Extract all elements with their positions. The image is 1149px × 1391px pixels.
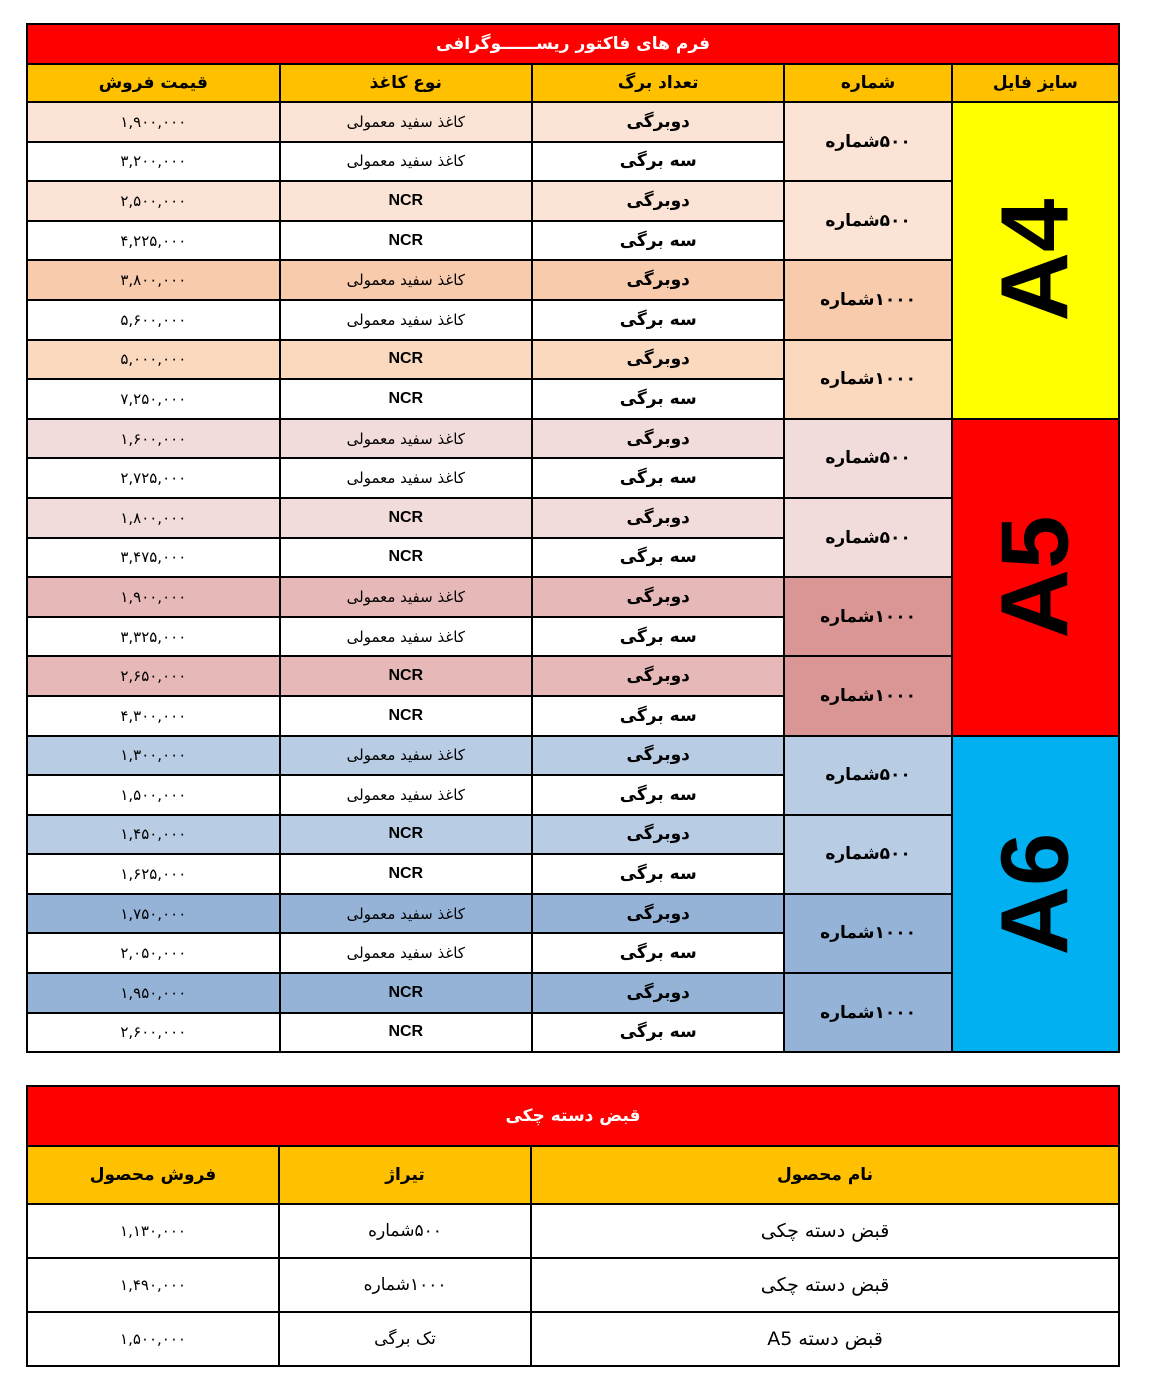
sheet-count-cell: سه برگی: [532, 221, 784, 261]
number-cell: ۱۰۰۰شماره: [784, 973, 951, 1052]
circulation-cell: ۵۰۰شماره: [279, 1204, 531, 1258]
price-cell: ۱,۶۰۰,۰۰۰: [27, 419, 280, 459]
paper-type-cell: کاغذ سفید معمولی: [280, 933, 532, 973]
receipt-book-table: [26, 1085, 1120, 1367]
paper-type-cell: کاغذ سفید معمولی: [280, 260, 532, 300]
price-cell: ۳,۸۰۰,۰۰۰: [27, 260, 280, 300]
price-cell: ۳,۳۲۵,۰۰۰: [27, 617, 280, 657]
file-size-cell: [952, 419, 1119, 736]
paper-type-cell: NCR: [280, 696, 532, 736]
paper-type-cell: NCR: [280, 340, 532, 380]
price-cell: ۳,۲۰۰,۰۰۰: [27, 142, 280, 182]
paper-type-cell: NCR: [280, 221, 532, 261]
sale-price-cell: ۱,۴۹۰,۰۰۰: [27, 1258, 279, 1312]
number-cell: ۵۰۰شماره: [784, 102, 951, 181]
price-cell: ۲,۶۰۰,۰۰۰: [27, 1013, 280, 1053]
paper-type-cell: NCR: [280, 973, 532, 1013]
sheet-count-cell: سه برگی: [532, 538, 784, 578]
sheet-count-cell: دوبرگی: [532, 260, 784, 300]
paper-type-cell: کاغذ سفید معمولی: [280, 458, 532, 498]
price-cell: ۵,۶۰۰,۰۰۰: [27, 300, 280, 340]
table-row: [27, 736, 1119, 776]
price-cell: ۱,۸۰۰,۰۰۰: [27, 498, 280, 538]
sheet-count-cell: دوبرگی: [532, 656, 784, 696]
sheet-count-cell: سه برگی: [532, 142, 784, 182]
price-cell: ۲,۷۲۵,۰۰۰: [27, 458, 280, 498]
product-name-cell: قبض دسته چکی: [531, 1258, 1119, 1312]
table-row: [27, 1258, 1119, 1312]
number-cell: ۵۰۰شماره: [784, 498, 951, 577]
price-cell: ۱,۷۵۰,۰۰۰: [27, 894, 280, 934]
number-cell: ۵۰۰شماره: [784, 419, 951, 498]
sheet-count-cell: دوبرگی: [532, 577, 784, 617]
header-paper-type: نوع کاغذ: [280, 64, 532, 102]
sheet-count-cell: دوبرگی: [532, 498, 784, 538]
sheet-count-cell: دوبرگی: [532, 736, 784, 776]
sheet-count-cell: دوبرگی: [532, 419, 784, 459]
paper-type-cell: کاغذ سفید معمولی: [280, 419, 532, 459]
sheet-count-cell: سه برگی: [532, 854, 784, 894]
file-size-label: A5: [981, 515, 1089, 639]
number-cell: ۱۰۰۰شماره: [784, 260, 951, 339]
paper-type-cell: کاغذ سفید معمولی: [280, 894, 532, 934]
invoice-table-title: فرم های فاکتور ریســــــوگرافی: [27, 24, 1119, 64]
sale-price-cell: ۱,۱۳۰,۰۰۰: [27, 1204, 279, 1258]
product-name-cell: قبض دسته چکی: [531, 1204, 1119, 1258]
sheet-count-cell: دوبرگی: [532, 102, 784, 142]
price-cell: ۳,۴۷۵,۰۰۰: [27, 538, 280, 578]
table-row: [27, 1204, 1119, 1258]
header-file-size: سایز فایل: [952, 64, 1119, 102]
paper-type-cell: کاغذ سفید معمولی: [280, 775, 532, 815]
paper-type-cell: کاغذ سفید معمولی: [280, 142, 532, 182]
price-cell: ۲,۰۵۰,۰۰۰: [27, 933, 280, 973]
sheet-count-cell: سه برگی: [532, 458, 784, 498]
price-cell: ۲,۶۵۰,۰۰۰: [27, 656, 280, 696]
sheet-count-cell: سه برگی: [532, 933, 784, 973]
paper-type-cell: NCR: [280, 498, 532, 538]
table-row: [27, 1312, 1119, 1366]
paper-type-cell: کاغذ سفید معمولی: [280, 736, 532, 776]
price-cell: ۱,۳۰۰,۰۰۰: [27, 736, 280, 776]
product-name-cell: قبض دسته A5: [531, 1312, 1119, 1366]
header-price: قیمت فروش: [27, 64, 280, 102]
header-sheet-count: تعداد برگ: [532, 64, 784, 102]
file-size-label: A6: [981, 832, 1089, 956]
header-number: شماره: [784, 64, 951, 102]
paper-type-cell: NCR: [280, 379, 532, 419]
paper-type-cell: NCR: [280, 1013, 532, 1053]
table-row: [27, 102, 1119, 142]
paper-type-cell: کاغذ سفید معمولی: [280, 300, 532, 340]
price-cell: ۷,۲۵۰,۰۰۰: [27, 379, 280, 419]
file-size-label: A4: [981, 199, 1089, 322]
sheet-count-cell: سه برگی: [532, 1013, 784, 1053]
paper-type-cell: NCR: [280, 181, 532, 221]
file-size-cell: [952, 102, 1119, 419]
file-size-cell: [952, 736, 1119, 1053]
number-cell: ۵۰۰شماره: [784, 181, 951, 260]
header-sale-price: فروش محصول: [27, 1146, 279, 1204]
paper-type-cell: NCR: [280, 815, 532, 855]
paper-type-cell: کاغذ سفید معمولی: [280, 102, 532, 142]
sheet-count-cell: سه برگی: [532, 775, 784, 815]
price-cell: ۱,۹۵۰,۰۰۰: [27, 973, 280, 1013]
paper-type-cell: کاغذ سفید معمولی: [280, 617, 532, 657]
receipt-table-title: قبض دسته چکی: [27, 1086, 1119, 1146]
sheet-count-cell: سه برگی: [532, 379, 784, 419]
sale-price-cell: ۱,۵۰۰,۰۰۰: [27, 1312, 279, 1366]
number-cell: ۱۰۰۰شماره: [784, 656, 951, 735]
sheet-count-cell: سه برگی: [532, 300, 784, 340]
paper-type-cell: NCR: [280, 854, 532, 894]
circulation-cell: تک برگی: [279, 1312, 531, 1366]
number-cell: ۵۰۰شماره: [784, 736, 951, 815]
table-row: [27, 419, 1119, 459]
paper-type-cell: NCR: [280, 538, 532, 578]
price-cell: ۲,۵۰۰,۰۰۰: [27, 181, 280, 221]
header-product-name: نام محصول: [531, 1146, 1119, 1204]
sheet-count-cell: سه برگی: [532, 696, 784, 736]
price-cell: ۱,۹۰۰,۰۰۰: [27, 577, 280, 617]
number-cell: ۱۰۰۰شماره: [784, 577, 951, 656]
sheet-count-cell: دوبرگی: [532, 815, 784, 855]
number-cell: ۱۰۰۰شماره: [784, 894, 951, 973]
number-cell: ۱۰۰۰شماره: [784, 340, 951, 419]
sheet-count-cell: دوبرگی: [532, 181, 784, 221]
circulation-cell: ۱۰۰۰شماره: [279, 1258, 531, 1312]
sheet-count-cell: دوبرگی: [532, 894, 784, 934]
paper-type-cell: کاغذ سفید معمولی: [280, 577, 532, 617]
sheet-count-cell: دوبرگی: [532, 973, 784, 1013]
sheet-count-cell: دوبرگی: [532, 340, 784, 380]
price-cell: ۱,۵۰۰,۰۰۰: [27, 775, 280, 815]
price-cell: ۵,۰۰۰,۰۰۰: [27, 340, 280, 380]
invoice-price-table: [26, 23, 1120, 1053]
sheet-count-cell: سه برگی: [532, 617, 784, 657]
price-cell: ۴,۳۰۰,۰۰۰: [27, 696, 280, 736]
header-circulation: تیراژ: [279, 1146, 531, 1204]
price-cell: ۱,۶۲۵,۰۰۰: [27, 854, 280, 894]
paper-type-cell: NCR: [280, 656, 532, 696]
price-cell: ۱,۴۵۰,۰۰۰: [27, 815, 280, 855]
price-cell: ۴,۲۲۵,۰۰۰: [27, 221, 280, 261]
price-cell: ۱,۹۰۰,۰۰۰: [27, 102, 280, 142]
number-cell: ۵۰۰شماره: [784, 815, 951, 894]
